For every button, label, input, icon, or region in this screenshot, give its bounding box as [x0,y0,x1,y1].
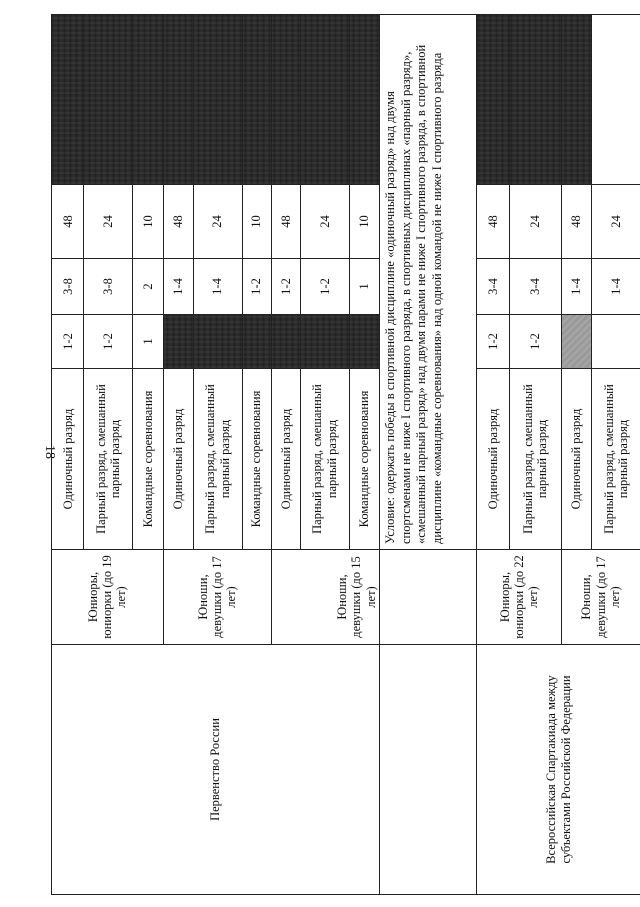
count-cell: 10 [133,185,163,259]
count-cell: 24 [509,185,561,259]
place-cell: 2 [133,259,163,315]
discipline: Одиночный разряд [561,369,591,550]
place-cell: 1-2 [84,315,133,369]
place-cell: 1-2 [271,259,300,315]
place-cell: 1 [349,259,379,315]
place-cell: 1-2 [300,259,349,315]
count-cell: 48 [52,185,84,259]
age-group: Юноши, девушки (до 17 лет) [163,550,271,645]
sports-ranks-table [51,14,640,895]
age-group: Юноши, девушки (до 15 лет) [271,550,379,645]
place-cell: 1-2 [477,315,509,369]
count-cell: 10 [242,185,271,259]
condition-text: Условие: одержать победы в спортивной дисциплине «одиночный разряд» над двумя спортсменами не ниже I спортивного разряда, в спортивных дисциплинах «парный разряд», «смешанный парный разряд» над двумя парами не ниже I спортивного разряда, в спортивной дисциплине «командные соревнования» над одной командой не ниже I спортивного разряда [380,15,477,550]
count-cell: 10 [349,185,379,259]
discipline: Одиночный разряд [163,369,193,550]
count-cell: 24 [193,185,242,259]
discipline: Командные соревнования [133,369,163,550]
discipline: Командные соревнования [242,369,271,550]
table-row [477,15,509,895]
shaded-cell [163,15,193,185]
discipline: Одиночный разряд [271,369,300,550]
shaded-cell [84,15,133,185]
discipline: Одиночный разряд [52,369,84,550]
discipline: Парный разряд, смешанный парный разряд [84,369,133,550]
shaded-cell [52,15,84,185]
count-cell: 24 [592,185,640,259]
empty-cell [592,15,640,185]
shaded-cell [561,15,591,185]
place-cell: 1 [133,315,163,369]
discipline: Парный разряд, смешанный парный разряд [509,369,561,550]
shaded-cell [271,315,300,369]
discipline: Одиночный разряд [477,369,509,550]
place-cell: 1-2 [509,315,561,369]
shaded-cell [561,315,591,369]
shaded-cell [349,315,379,369]
shaded-cell [477,15,509,185]
age-group: Юниоры, юниорки (до 22 лет) [477,550,561,645]
rotated-page-content [51,15,640,895]
competition-name: Первенство России [52,645,380,895]
age-group: Юноши, девушки (до 17 лет) [561,550,640,645]
place-cell: 1-4 [561,259,591,315]
place-cell: 1-2 [242,259,271,315]
place-cell: 3-4 [477,259,509,315]
shaded-cell [133,15,163,185]
place-cell: 1-4 [592,259,640,315]
discipline: Парный разряд, смешанный парный разряд [300,369,349,550]
place-cell: 3-8 [52,259,84,315]
shaded-cell [300,315,349,369]
shaded-cell [349,15,379,185]
age-group: Юниоры, юниорки (до 19 лет) [52,550,164,645]
discipline: Командные соревнования [349,369,379,550]
count-cell: 48 [163,185,193,259]
spacer-cell [380,645,477,895]
discipline: Парный разряд, смешанный парный разряд [193,369,242,550]
count-cell: 24 [300,185,349,259]
empty-cell [592,315,640,369]
condition-row [380,15,477,895]
spacer-cell [380,550,477,645]
count-cell: 48 [271,185,300,259]
discipline: Парный разряд, смешанный парный разряд [592,369,640,550]
shaded-cell [242,315,271,369]
place-cell: 3-4 [509,259,561,315]
shaded-cell [193,315,242,369]
table-row [52,15,84,895]
place-cell: 1-2 [52,315,84,369]
shaded-cell [271,15,300,185]
count-cell: 24 [84,185,133,259]
page-number: 18 [42,445,57,459]
place-cell: 3-8 [84,259,133,315]
shaded-cell [509,15,561,185]
place-cell: 1-4 [193,259,242,315]
shaded-cell [242,15,271,185]
shaded-cell [193,15,242,185]
shaded-cell [163,315,193,369]
shaded-cell [300,15,349,185]
competition-name: Всероссийская Спартакиада между субъектами Российской Федерации [477,645,640,895]
count-cell: 48 [477,185,509,259]
count-cell: 48 [561,185,591,259]
place-cell: 1-4 [163,259,193,315]
